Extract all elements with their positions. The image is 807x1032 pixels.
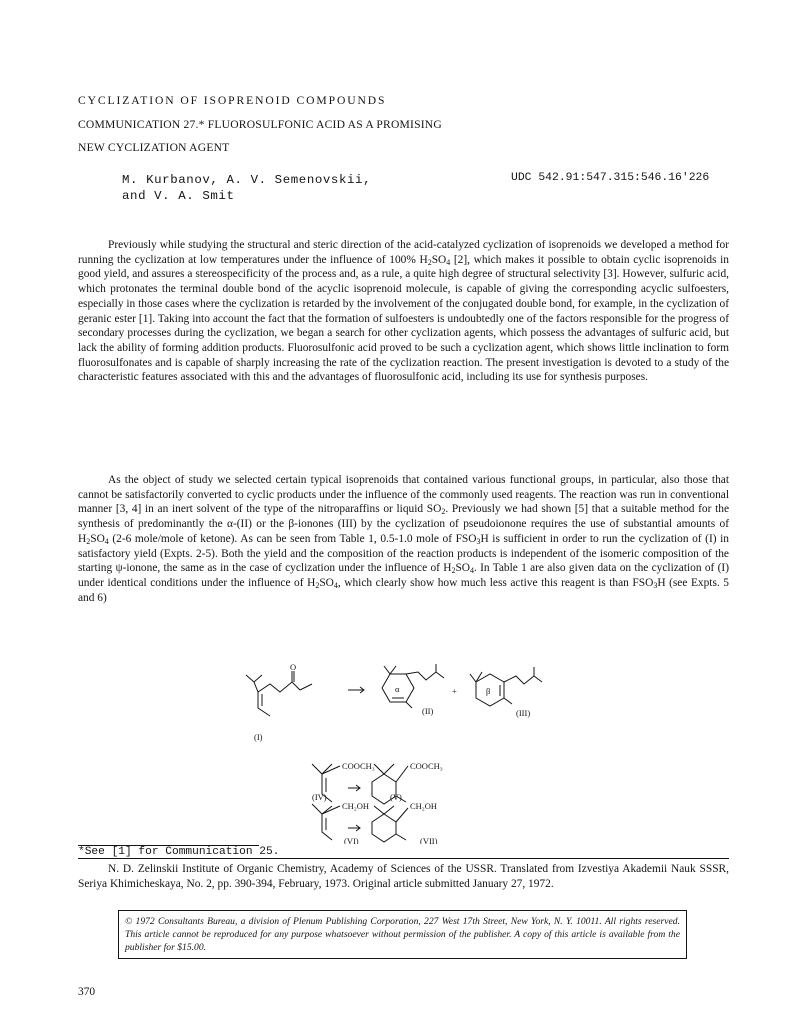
title-line-1: CYCLIZATION OF ISOPRENOID COMPOUNDS [78, 94, 387, 107]
label-compound-IV: (IV) [312, 792, 327, 802]
affiliation-text: N. D. Zelinskii Institute of Organic Chemistry, Academy of Sciences of the USSR. Translated from Izvestiya Akademii Nauk SSSR, Seriya Khimicheskaya, No. 2, pp. 390-394, February, 1973. Original article submitted January 27, 1972. [78, 863, 729, 890]
author-list [122, 172, 371, 204]
molecule-VII [372, 806, 408, 842]
affiliation-rule [78, 858, 729, 859]
label-compound-I: (I) [254, 732, 263, 742]
author-line-1: M. Kurbanov, A. V. Semenovskii, [122, 173, 372, 187]
label-beta: β [486, 686, 491, 696]
page-number: 370 [78, 986, 96, 998]
group-cooch3-iv: COOCH₃ [342, 761, 375, 771]
molecule-VI [312, 804, 340, 840]
label-oxygen: O [290, 664, 297, 672]
title-line-2: COMMUNICATION 27.* FLUOROSULFONIC ACID AS A PROMISING [78, 118, 442, 131]
udc-code: UDC 542.91:547.315:546.16'226 [511, 172, 710, 184]
copyright-notice: © 1972 Consultants Bureau, a division of Plenum Publishing Corporation, 227 West 17th Street, New York, N. Y. 10011. All rights reserved. This article cannot be reproduced for any purpose whatsoever without permission of the publisher. A copy of this article is available from the publisher for $15.00. [118, 910, 687, 959]
paragraph-1: Previously while studying the structural and steric direction of the acid-catalyzed cyclization of isoprenoids we developed a method for running the cyclization at low temperatures under the influence of 100% $H_2SO_4$ [2], which makes it possible to obtain cyclic isoprenoids in good yield, and assures a stereospecificity of the process and, as a rule, a quite high degree of structural selectivity [3]. However, sulfuric acid, which protonates the terminal double bond of the acyclic isoprenoid molecule, is capable of giving the corresponding acyclic sulfoesters, especially in those cases where the cyclization is retarded by the involvement of the conjugated double bond, for example, in the cyclization of geranic ester [1]. Taking into account the fact that the formation of sulfoesters is undoubtedly one of the factors responsible for the progress of secondary processes during the cyclization, we began a search for other cyclization agents, which possess the advantages of sulfuric acid, but lack the ability of forming addition products. Fluorosulfonic acid proved to be such a cyclization agent, which shows little inclination to form fluorosulfonates and is capable of sharply increasing the rate of the cyclization reaction. The present investigation is devoted to a study of the characteristic features associated with this and the advantages of fluorosulfonic acid, including its use for synthesis purposes. [78, 239, 729, 384]
paragraph-2: As the object of study we selected certain typical isoprenoids that contained various functional groups, in particular, also those that cannot be satisfactorily converted to cyclic products under the influence of the commonly used reagents. The reaction was run in conventional manner [3, 4] in an inert solvent of the type of the nitroparaffins or liquid $SO_2$. Previously we had shown [5] that a suitable method for the synthesis of predominantly the α-(II) or the β-ionones (III) by the cyclization of pseudoionone requires the use of substantial amounts of $H_2SO_4$ (2-6 mole/mole of ketone). As can be seen from Table 1, 0.5-1.0 mole of $FSO_3H$ is sufficient in order to run the cyclization of (I) in satisfactory yield (Expts. 2-5). Both the yield and the composition of the reaction products is independent of the isomeric composition of the starting ψ-ionone, the same as in the case of cyclization under the influence of $H_2SO_4$. In Table 1 are also given data on the cyclization of (I) under identical conditions under the influence of $H_2SO_4$, which clearly show how much less active this reagent is than $FSO_3H$ (see Expts. 5 and 6) [78, 474, 729, 604]
molecule-III [470, 667, 542, 706]
footnote: *See [1] for Communication 25. [78, 846, 280, 858]
reaction-scheme [240, 664, 570, 844]
label-compound-III: (III) [516, 708, 531, 718]
label-compound-VII: (VII) [420, 836, 438, 844]
reaction-scheme-drawing [240, 664, 570, 844]
group-cooch3-v: COOCH₃ [410, 761, 443, 771]
title-line-3: NEW CYCLIZATION AGENT [78, 141, 230, 154]
group-ch2oh-vi: CH₂OH [342, 801, 370, 811]
label-compound-VI: (VI) [344, 836, 359, 844]
author-line-2: and V. A. Smit [122, 189, 235, 203]
molecule-I [246, 671, 312, 716]
label-compound-V: (V) [390, 792, 402, 802]
group-ch2oh-vii: CH₂OH [410, 801, 438, 811]
label-plus: + [452, 686, 457, 696]
label-compound-II: (II) [422, 706, 434, 716]
molecule-II [382, 664, 444, 708]
label-alpha: α [395, 684, 400, 694]
